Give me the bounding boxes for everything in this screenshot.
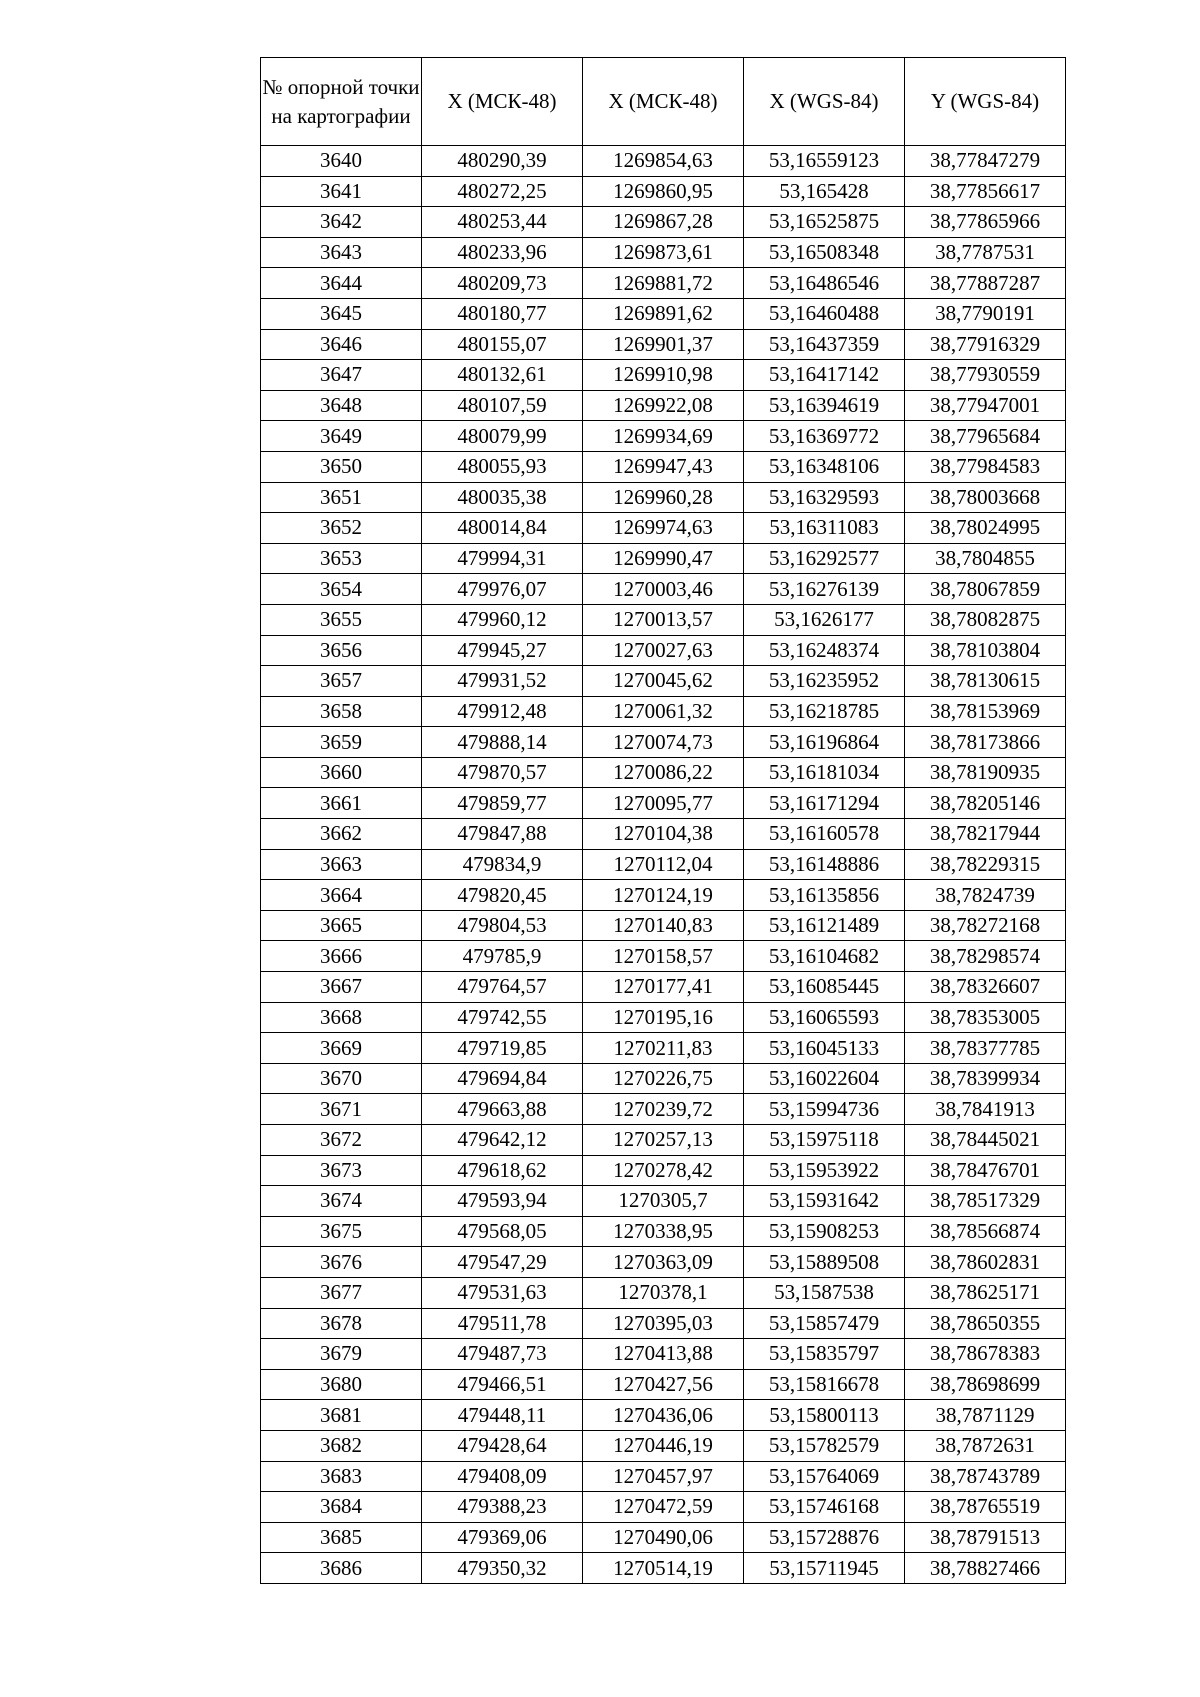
cell-x-msk48: 479511,78 bbox=[422, 1308, 583, 1339]
cell-x-msk48: 480107,59 bbox=[422, 390, 583, 421]
cell-point-number: 3660 bbox=[261, 757, 422, 788]
cell-point-number: 3677 bbox=[261, 1277, 422, 1308]
table-row bbox=[261, 910, 1066, 941]
cell-y-wgs84: 38,78827466 bbox=[905, 1553, 1066, 1584]
cell-point-number: 3642 bbox=[261, 207, 422, 238]
cell-x-msk48-second: 1270514,19 bbox=[583, 1553, 744, 1584]
cell-x-msk48: 479945,27 bbox=[422, 635, 583, 666]
cell-x-wgs84: 53,15835797 bbox=[744, 1339, 905, 1370]
table-row bbox=[261, 1063, 1066, 1094]
cell-x-msk48: 479976,07 bbox=[422, 574, 583, 605]
cell-x-msk48: 479531,63 bbox=[422, 1277, 583, 1308]
table-row bbox=[261, 1247, 1066, 1278]
cell-x-wgs84: 53,16160578 bbox=[744, 819, 905, 850]
table-row bbox=[261, 1369, 1066, 1400]
cell-x-msk48: 480272,25 bbox=[422, 176, 583, 207]
cell-point-number: 3654 bbox=[261, 574, 422, 605]
cell-x-msk48-second: 1270095,77 bbox=[583, 788, 744, 819]
cell-x-wgs84: 53,16218785 bbox=[744, 696, 905, 727]
cell-x-wgs84: 53,16065593 bbox=[744, 1002, 905, 1033]
cell-y-wgs84: 38,78272168 bbox=[905, 910, 1066, 941]
cell-x-msk48: 479931,52 bbox=[422, 666, 583, 697]
cell-x-msk48: 479388,23 bbox=[422, 1492, 583, 1523]
cell-x-msk48-second: 1269881,72 bbox=[583, 268, 744, 299]
cell-y-wgs84: 38,78353005 bbox=[905, 1002, 1066, 1033]
cell-x-msk48-second: 1270338,95 bbox=[583, 1216, 744, 1247]
cell-x-wgs84: 53,15764069 bbox=[744, 1461, 905, 1492]
cell-y-wgs84: 38,78130615 bbox=[905, 666, 1066, 697]
cell-x-msk48-second: 1270074,73 bbox=[583, 727, 744, 758]
cell-y-wgs84: 38,78298574 bbox=[905, 941, 1066, 972]
cell-x-wgs84: 53,16394619 bbox=[744, 390, 905, 421]
cell-y-wgs84: 38,78765519 bbox=[905, 1492, 1066, 1523]
cell-x-wgs84: 53,165428 bbox=[744, 176, 905, 207]
cell-y-wgs84: 38,7824739 bbox=[905, 880, 1066, 911]
cell-x-msk48: 479888,14 bbox=[422, 727, 583, 758]
cell-point-number: 3684 bbox=[261, 1492, 422, 1523]
cell-y-wgs84: 38,78082875 bbox=[905, 604, 1066, 635]
cell-x-wgs84: 53,15953922 bbox=[744, 1155, 905, 1186]
cell-x-msk48: 479820,45 bbox=[422, 880, 583, 911]
cell-x-msk48: 480155,07 bbox=[422, 329, 583, 360]
cell-y-wgs84: 38,78003668 bbox=[905, 482, 1066, 513]
cell-x-msk48-second: 1270427,56 bbox=[583, 1369, 744, 1400]
cell-x-msk48-second: 1270140,83 bbox=[583, 910, 744, 941]
cell-x-wgs84: 53,16022604 bbox=[744, 1063, 905, 1094]
cell-y-wgs84: 38,77965684 bbox=[905, 421, 1066, 452]
cell-x-wgs84: 53,16085445 bbox=[744, 972, 905, 1003]
cell-x-msk48-second: 1270278,42 bbox=[583, 1155, 744, 1186]
cell-point-number: 3650 bbox=[261, 451, 422, 482]
cell-y-wgs84: 38,78190935 bbox=[905, 757, 1066, 788]
table-row bbox=[261, 666, 1066, 697]
cell-x-msk48-second: 1270472,59 bbox=[583, 1492, 744, 1523]
cell-x-msk48-second: 1269867,28 bbox=[583, 207, 744, 238]
cell-x-msk48: 479912,48 bbox=[422, 696, 583, 727]
cell-x-msk48-second: 1269854,63 bbox=[583, 146, 744, 177]
cell-point-number: 3662 bbox=[261, 819, 422, 850]
cell-point-number: 3656 bbox=[261, 635, 422, 666]
cell-y-wgs84: 38,78476701 bbox=[905, 1155, 1066, 1186]
cell-point-number: 3644 bbox=[261, 268, 422, 299]
table-row bbox=[261, 819, 1066, 850]
cell-x-msk48-second: 1270378,1 bbox=[583, 1277, 744, 1308]
cell-x-msk48-second: 1270104,38 bbox=[583, 819, 744, 850]
table-row bbox=[261, 788, 1066, 819]
cell-x-msk48-second: 1270363,09 bbox=[583, 1247, 744, 1278]
cell-x-wgs84: 53,16104682 bbox=[744, 941, 905, 972]
cell-y-wgs84: 38,77947001 bbox=[905, 390, 1066, 421]
cell-x-wgs84: 53,16437359 bbox=[744, 329, 905, 360]
table-row bbox=[261, 268, 1066, 299]
cell-point-number: 3670 bbox=[261, 1063, 422, 1094]
table-row bbox=[261, 849, 1066, 880]
cell-point-number: 3661 bbox=[261, 788, 422, 819]
cell-x-msk48-second: 1270211,83 bbox=[583, 1033, 744, 1064]
cell-x-wgs84: 53,15728876 bbox=[744, 1522, 905, 1553]
cell-x-wgs84: 53,16369772 bbox=[744, 421, 905, 452]
cell-y-wgs84: 38,78173866 bbox=[905, 727, 1066, 758]
cell-x-wgs84: 53,15711945 bbox=[744, 1553, 905, 1584]
cell-x-wgs84: 53,15975118 bbox=[744, 1125, 905, 1156]
cell-y-wgs84: 38,78377785 bbox=[905, 1033, 1066, 1064]
cell-x-msk48-second: 1269901,37 bbox=[583, 329, 744, 360]
cell-y-wgs84: 38,78153969 bbox=[905, 696, 1066, 727]
cell-x-msk48-second: 1270446,19 bbox=[583, 1430, 744, 1461]
cell-x-msk48-second: 1269873,61 bbox=[583, 237, 744, 268]
cell-x-wgs84: 53,15889508 bbox=[744, 1247, 905, 1278]
cell-x-wgs84: 53,15931642 bbox=[744, 1186, 905, 1217]
cell-x-wgs84: 53,15857479 bbox=[744, 1308, 905, 1339]
cell-x-msk48-second: 1269891,62 bbox=[583, 298, 744, 329]
cell-point-number: 3667 bbox=[261, 972, 422, 1003]
cell-x-wgs84: 53,16171294 bbox=[744, 788, 905, 819]
table-row bbox=[261, 574, 1066, 605]
cell-y-wgs84: 38,78445021 bbox=[905, 1125, 1066, 1156]
cell-x-msk48: 479369,06 bbox=[422, 1522, 583, 1553]
header-y-wgs84: Y (WGS-84) bbox=[905, 58, 1066, 146]
table-row bbox=[261, 176, 1066, 207]
table-row bbox=[261, 543, 1066, 574]
cell-x-msk48: 479870,57 bbox=[422, 757, 583, 788]
cell-x-wgs84: 53,16181034 bbox=[744, 757, 905, 788]
cell-x-msk48-second: 1269934,69 bbox=[583, 421, 744, 452]
cell-x-msk48: 480055,93 bbox=[422, 451, 583, 482]
cell-point-number: 3680 bbox=[261, 1369, 422, 1400]
cell-point-number: 3651 bbox=[261, 482, 422, 513]
cell-point-number: 3643 bbox=[261, 237, 422, 268]
cell-point-number: 3645 bbox=[261, 298, 422, 329]
cell-x-msk48-second: 1269974,63 bbox=[583, 513, 744, 544]
cell-point-number: 3669 bbox=[261, 1033, 422, 1064]
cell-x-wgs84: 53,16121489 bbox=[744, 910, 905, 941]
cell-x-msk48: 479994,31 bbox=[422, 543, 583, 574]
table-row bbox=[261, 146, 1066, 177]
table-row bbox=[261, 1033, 1066, 1064]
table-row bbox=[261, 972, 1066, 1003]
cell-x-wgs84: 53,16292577 bbox=[744, 543, 905, 574]
cell-point-number: 3668 bbox=[261, 1002, 422, 1033]
cell-x-msk48: 479847,88 bbox=[422, 819, 583, 850]
table-row bbox=[261, 1155, 1066, 1186]
table-row bbox=[261, 696, 1066, 727]
table-row bbox=[261, 635, 1066, 666]
cell-point-number: 3664 bbox=[261, 880, 422, 911]
cell-x-msk48: 479764,57 bbox=[422, 972, 583, 1003]
header-x-msk48: X (МСК-48) bbox=[422, 58, 583, 146]
cell-point-number: 3647 bbox=[261, 360, 422, 391]
cell-point-number: 3666 bbox=[261, 941, 422, 972]
cell-point-number: 3663 bbox=[261, 849, 422, 880]
table-row bbox=[261, 298, 1066, 329]
cell-x-msk48-second: 1269922,08 bbox=[583, 390, 744, 421]
cell-x-msk48-second: 1270158,57 bbox=[583, 941, 744, 972]
cell-x-wgs84: 53,16248374 bbox=[744, 635, 905, 666]
cell-y-wgs84: 38,77916329 bbox=[905, 329, 1066, 360]
cell-y-wgs84: 38,78566874 bbox=[905, 1216, 1066, 1247]
cell-y-wgs84: 38,77856617 bbox=[905, 176, 1066, 207]
cell-x-wgs84: 53,16311083 bbox=[744, 513, 905, 544]
cell-x-msk48: 479568,05 bbox=[422, 1216, 583, 1247]
table-row bbox=[261, 604, 1066, 635]
cell-point-number: 3641 bbox=[261, 176, 422, 207]
cell-y-wgs84: 38,78103804 bbox=[905, 635, 1066, 666]
cell-x-msk48-second: 1270177,41 bbox=[583, 972, 744, 1003]
cell-x-wgs84: 53,16525875 bbox=[744, 207, 905, 238]
table-row bbox=[261, 941, 1066, 972]
cell-x-msk48-second: 1270027,63 bbox=[583, 635, 744, 666]
cell-x-msk48: 479804,53 bbox=[422, 910, 583, 941]
cell-point-number: 3672 bbox=[261, 1125, 422, 1156]
cell-y-wgs84: 38,78625171 bbox=[905, 1277, 1066, 1308]
table-row bbox=[261, 1277, 1066, 1308]
cell-x-wgs84: 53,15746168 bbox=[744, 1492, 905, 1523]
cell-y-wgs84: 38,77847279 bbox=[905, 146, 1066, 177]
table-row bbox=[261, 513, 1066, 544]
table-row bbox=[261, 1461, 1066, 1492]
coordinates-table bbox=[260, 57, 1066, 1584]
cell-x-msk48: 479487,73 bbox=[422, 1339, 583, 1370]
cell-x-msk48: 479428,64 bbox=[422, 1430, 583, 1461]
cell-point-number: 3648 bbox=[261, 390, 422, 421]
cell-x-msk48: 480253,44 bbox=[422, 207, 583, 238]
cell-point-number: 3671 bbox=[261, 1094, 422, 1125]
cell-x-msk48: 479785,9 bbox=[422, 941, 583, 972]
cell-x-msk48-second: 1270413,88 bbox=[583, 1339, 744, 1370]
table-row bbox=[261, 482, 1066, 513]
cell-x-wgs84: 53,16348106 bbox=[744, 451, 905, 482]
cell-x-msk48: 479719,85 bbox=[422, 1033, 583, 1064]
cell-x-wgs84: 53,15908253 bbox=[744, 1216, 905, 1247]
table-row bbox=[261, 1002, 1066, 1033]
cell-point-number: 3685 bbox=[261, 1522, 422, 1553]
cell-x-msk48: 480014,84 bbox=[422, 513, 583, 544]
cell-x-msk48-second: 1270226,75 bbox=[583, 1063, 744, 1094]
table-row bbox=[261, 329, 1066, 360]
header-x-wgs84: X (WGS-84) bbox=[744, 58, 905, 146]
cell-x-wgs84: 53,15782579 bbox=[744, 1430, 905, 1461]
table-row bbox=[261, 360, 1066, 391]
table-row bbox=[261, 880, 1066, 911]
cell-y-wgs84: 38,7872631 bbox=[905, 1430, 1066, 1461]
cell-y-wgs84: 38,78205146 bbox=[905, 788, 1066, 819]
cell-x-msk48: 479834,9 bbox=[422, 849, 583, 880]
cell-x-msk48-second: 1270013,57 bbox=[583, 604, 744, 635]
cell-x-wgs84: 53,1626177 bbox=[744, 604, 905, 635]
cell-y-wgs84: 38,78217944 bbox=[905, 819, 1066, 850]
cell-x-msk48: 479547,29 bbox=[422, 1247, 583, 1278]
cell-x-msk48: 479694,84 bbox=[422, 1063, 583, 1094]
cell-point-number: 3640 bbox=[261, 146, 422, 177]
cell-x-msk48-second: 1270395,03 bbox=[583, 1308, 744, 1339]
cell-point-number: 3653 bbox=[261, 543, 422, 574]
cell-point-number: 3655 bbox=[261, 604, 422, 635]
cell-point-number: 3646 bbox=[261, 329, 422, 360]
cell-point-number: 3658 bbox=[261, 696, 422, 727]
table-row bbox=[261, 390, 1066, 421]
cell-x-wgs84: 53,16559123 bbox=[744, 146, 905, 177]
cell-x-msk48: 479642,12 bbox=[422, 1125, 583, 1156]
cell-y-wgs84: 38,77865966 bbox=[905, 207, 1066, 238]
cell-x-msk48-second: 1270239,72 bbox=[583, 1094, 744, 1125]
cell-x-msk48-second: 1270003,46 bbox=[583, 574, 744, 605]
table-header bbox=[261, 58, 1066, 146]
cell-y-wgs84: 38,78698699 bbox=[905, 1369, 1066, 1400]
cell-point-number: 3657 bbox=[261, 666, 422, 697]
cell-point-number: 3675 bbox=[261, 1216, 422, 1247]
header-row bbox=[261, 58, 1066, 146]
cell-x-wgs84: 53,16135856 bbox=[744, 880, 905, 911]
cell-x-msk48-second: 1270112,04 bbox=[583, 849, 744, 880]
table-row bbox=[261, 1400, 1066, 1431]
table-row bbox=[261, 1125, 1066, 1156]
cell-point-number: 3674 bbox=[261, 1186, 422, 1217]
cell-x-wgs84: 53,15800113 bbox=[744, 1400, 905, 1431]
cell-x-msk48: 480209,73 bbox=[422, 268, 583, 299]
cell-x-msk48: 479859,77 bbox=[422, 788, 583, 819]
table-row bbox=[261, 1492, 1066, 1523]
cell-y-wgs84: 38,78791513 bbox=[905, 1522, 1066, 1553]
cell-x-msk48: 480132,61 bbox=[422, 360, 583, 391]
table-row bbox=[261, 1186, 1066, 1217]
cell-x-msk48: 480035,38 bbox=[422, 482, 583, 513]
cell-x-wgs84: 53,16508348 bbox=[744, 237, 905, 268]
table-row bbox=[261, 1094, 1066, 1125]
cell-point-number: 3678 bbox=[261, 1308, 422, 1339]
cell-point-number: 3649 bbox=[261, 421, 422, 452]
cell-x-msk48-second: 1270124,19 bbox=[583, 880, 744, 911]
table-row bbox=[261, 1216, 1066, 1247]
cell-point-number: 3686 bbox=[261, 1553, 422, 1584]
cell-x-wgs84: 53,16235952 bbox=[744, 666, 905, 697]
cell-point-number: 3676 bbox=[261, 1247, 422, 1278]
table-row bbox=[261, 1339, 1066, 1370]
cell-x-msk48: 479593,94 bbox=[422, 1186, 583, 1217]
cell-y-wgs84: 38,78229315 bbox=[905, 849, 1066, 880]
cell-y-wgs84: 38,78399934 bbox=[905, 1063, 1066, 1094]
cell-point-number: 3665 bbox=[261, 910, 422, 941]
cell-x-msk48-second: 1269960,28 bbox=[583, 482, 744, 513]
cell-x-wgs84: 53,1587538 bbox=[744, 1277, 905, 1308]
cell-x-wgs84: 53,16460488 bbox=[744, 298, 905, 329]
table-row bbox=[261, 421, 1066, 452]
cell-y-wgs84: 38,78602831 bbox=[905, 1247, 1066, 1278]
cell-x-msk48: 479742,55 bbox=[422, 1002, 583, 1033]
cell-x-msk48: 479350,32 bbox=[422, 1553, 583, 1584]
cell-x-wgs84: 53,15994736 bbox=[744, 1094, 905, 1125]
table-row bbox=[261, 207, 1066, 238]
cell-y-wgs84: 38,78326607 bbox=[905, 972, 1066, 1003]
cell-point-number: 3659 bbox=[261, 727, 422, 758]
cell-x-wgs84: 53,16196864 bbox=[744, 727, 905, 758]
cell-y-wgs84: 38,78743789 bbox=[905, 1461, 1066, 1492]
cell-point-number: 3683 bbox=[261, 1461, 422, 1492]
cell-x-msk48: 480290,39 bbox=[422, 146, 583, 177]
cell-x-wgs84: 53,16148886 bbox=[744, 849, 905, 880]
cell-x-msk48-second: 1269910,98 bbox=[583, 360, 744, 391]
cell-x-msk48-second: 1270305,7 bbox=[583, 1186, 744, 1217]
cell-x-wgs84: 53,16329593 bbox=[744, 482, 905, 513]
table-row bbox=[261, 237, 1066, 268]
table-body bbox=[261, 146, 1066, 1584]
cell-x-msk48: 479466,51 bbox=[422, 1369, 583, 1400]
cell-y-wgs84: 38,7871129 bbox=[905, 1400, 1066, 1431]
header-x-msk48-second: X (МСК-48) bbox=[583, 58, 744, 146]
cell-y-wgs84: 38,7790191 bbox=[905, 298, 1066, 329]
cell-x-msk48-second: 1270061,32 bbox=[583, 696, 744, 727]
cell-y-wgs84: 38,77887287 bbox=[905, 268, 1066, 299]
cell-x-msk48-second: 1270457,97 bbox=[583, 1461, 744, 1492]
cell-point-number: 3682 bbox=[261, 1430, 422, 1461]
table-row bbox=[261, 451, 1066, 482]
cell-y-wgs84: 38,78650355 bbox=[905, 1308, 1066, 1339]
cell-y-wgs84: 38,77984583 bbox=[905, 451, 1066, 482]
cell-point-number: 3679 bbox=[261, 1339, 422, 1370]
cell-y-wgs84: 38,7841913 bbox=[905, 1094, 1066, 1125]
cell-y-wgs84: 38,7804855 bbox=[905, 543, 1066, 574]
cell-x-msk48-second: 1269990,47 bbox=[583, 543, 744, 574]
cell-x-msk48-second: 1270195,16 bbox=[583, 1002, 744, 1033]
table-row bbox=[261, 1430, 1066, 1461]
cell-y-wgs84: 38,78517329 bbox=[905, 1186, 1066, 1217]
cell-x-msk48-second: 1270257,13 bbox=[583, 1125, 744, 1156]
cell-y-wgs84: 38,7787531 bbox=[905, 237, 1066, 268]
table-row bbox=[261, 1308, 1066, 1339]
cell-x-wgs84: 53,16045133 bbox=[744, 1033, 905, 1064]
cell-point-number: 3652 bbox=[261, 513, 422, 544]
cell-point-number: 3673 bbox=[261, 1155, 422, 1186]
table-row bbox=[261, 757, 1066, 788]
cell-x-msk48: 480079,99 bbox=[422, 421, 583, 452]
cell-x-msk48: 480180,77 bbox=[422, 298, 583, 329]
cell-x-msk48: 479618,62 bbox=[422, 1155, 583, 1186]
table-row bbox=[261, 727, 1066, 758]
cell-x-wgs84: 53,16417142 bbox=[744, 360, 905, 391]
cell-y-wgs84: 38,77930559 bbox=[905, 360, 1066, 391]
table-row bbox=[261, 1522, 1066, 1553]
table-row bbox=[261, 1553, 1066, 1584]
cell-x-msk48-second: 1270045,62 bbox=[583, 666, 744, 697]
cell-x-wgs84: 53,16276139 bbox=[744, 574, 905, 605]
cell-x-msk48-second: 1269947,43 bbox=[583, 451, 744, 482]
cell-x-msk48: 479663,88 bbox=[422, 1094, 583, 1125]
header-point-number: № опорной точки на картографии bbox=[261, 58, 422, 146]
cell-x-msk48-second: 1270086,22 bbox=[583, 757, 744, 788]
cell-x-msk48-second: 1270490,06 bbox=[583, 1522, 744, 1553]
cell-x-msk48: 479408,09 bbox=[422, 1461, 583, 1492]
cell-y-wgs84: 38,78024995 bbox=[905, 513, 1066, 544]
cell-x-msk48: 479960,12 bbox=[422, 604, 583, 635]
cell-y-wgs84: 38,78678383 bbox=[905, 1339, 1066, 1370]
cell-x-msk48-second: 1270436,06 bbox=[583, 1400, 744, 1431]
cell-x-wgs84: 53,16486546 bbox=[744, 268, 905, 299]
cell-x-wgs84: 53,15816678 bbox=[744, 1369, 905, 1400]
cell-x-msk48: 479448,11 bbox=[422, 1400, 583, 1431]
cell-y-wgs84: 38,78067859 bbox=[905, 574, 1066, 605]
cell-x-msk48: 480233,96 bbox=[422, 237, 583, 268]
cell-x-msk48-second: 1269860,95 bbox=[583, 176, 744, 207]
cell-point-number: 3681 bbox=[261, 1400, 422, 1431]
